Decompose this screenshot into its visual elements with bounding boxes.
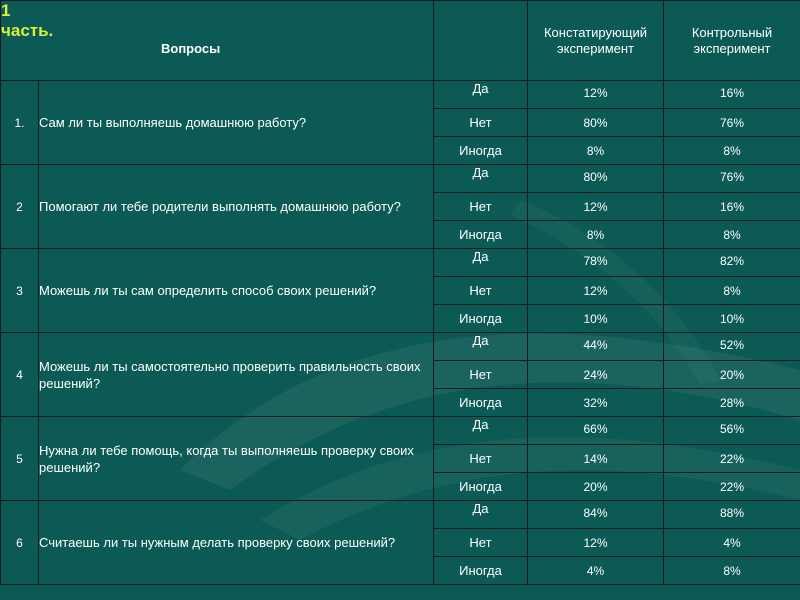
answer-label: Да (434, 417, 528, 445)
control-value: 8% (664, 277, 800, 305)
answer-label: Да (434, 249, 528, 277)
table-row (1, 501, 800, 529)
question-text: Помогают ли тебе родители выполнять домашнюю работу? (39, 165, 434, 249)
constat-value: 8% (528, 221, 664, 249)
control-value: 76% (664, 165, 800, 193)
constat-value: 12% (528, 277, 664, 305)
control-value: 8% (664, 557, 800, 585)
answer-label: Да (434, 81, 528, 109)
constat-value: 8% (528, 137, 664, 165)
question-number: 3 (1, 249, 39, 333)
control-header: Контрольный эксперимент (664, 1, 800, 81)
control-value: 56% (664, 417, 800, 445)
question-number: 5 (1, 417, 39, 501)
control-value: 52% (664, 333, 800, 361)
answer-label: Иногда (434, 389, 528, 417)
part-title: 1 часть. (1, 1, 54, 40)
constat-value: 20% (528, 473, 664, 501)
answer-label: Да (434, 501, 528, 529)
constat-value: 80% (528, 165, 664, 193)
control-value: 10% (664, 305, 800, 333)
question-number: 1. (1, 81, 39, 165)
control-value: 8% (664, 221, 800, 249)
control-value: 20% (664, 361, 800, 389)
answer-label: Нет (434, 445, 528, 473)
control-value: 16% (664, 81, 800, 109)
answer-label: Нет (434, 277, 528, 305)
answer-label: Иногда (434, 557, 528, 585)
constat-value: 66% (528, 417, 664, 445)
answer-label: Иногда (434, 137, 528, 165)
table-row (1, 333, 800, 361)
constat-value: 24% (528, 361, 664, 389)
control-value: 22% (664, 473, 800, 501)
constat-value: 32% (528, 389, 664, 417)
constat-value: 14% (528, 445, 664, 473)
questions-header: Вопросы (161, 41, 221, 56)
answer-label: Иногда (434, 473, 528, 501)
control-value: 16% (664, 193, 800, 221)
constat-value: 12% (528, 529, 664, 557)
control-value: 28% (664, 389, 800, 417)
constat-value: 12% (528, 193, 664, 221)
table-row (1, 249, 800, 277)
survey-body (1, 81, 800, 585)
question-text: Сам ли ты выполняешь домашнюю работу? (39, 81, 434, 165)
constat-value: 84% (528, 501, 664, 529)
question-text: Можешь ли ты сам определить способ своих решений? (39, 249, 434, 333)
answer-label: Иногда (434, 305, 528, 333)
answer-label: Нет (434, 529, 528, 557)
header-questions-cell (1, 1, 434, 81)
constat-value: 12% (528, 81, 664, 109)
control-value: 88% (664, 501, 800, 529)
control-value: 8% (664, 137, 800, 165)
control-value: 76% (664, 109, 800, 137)
table-row (1, 81, 800, 109)
question-text: Нужна ли тебе помощь, когда ты выполняешь проверку своих решений? (39, 417, 434, 501)
answer-label: Нет (434, 193, 528, 221)
constat-header: Констатирующий эксперимент (528, 1, 664, 81)
question-text: Считаешь ли ты нужным делать проверку своих решений? (39, 501, 434, 585)
question-text: Можешь ли ты самостоятельно проверить правильность своих решений? (39, 333, 434, 417)
question-number: 4 (1, 333, 39, 417)
question-number: 6 (1, 501, 39, 585)
constat-value: 4% (528, 557, 664, 585)
answer-label: Нет (434, 109, 528, 137)
control-value: 22% (664, 445, 800, 473)
answer-label: Да (434, 165, 528, 193)
control-value: 4% (664, 529, 800, 557)
constat-value: 78% (528, 249, 664, 277)
constat-value: 44% (528, 333, 664, 361)
table-row (1, 165, 800, 193)
answer-header-empty (434, 1, 528, 81)
answer-label: Иногда (434, 221, 528, 249)
header-row (1, 1, 800, 81)
answer-label: Нет (434, 361, 528, 389)
answer-label: Да (434, 333, 528, 361)
table-row (1, 417, 800, 445)
constat-value: 80% (528, 109, 664, 137)
control-value: 82% (664, 249, 800, 277)
question-number: 2 (1, 165, 39, 249)
constat-value: 10% (528, 305, 664, 333)
